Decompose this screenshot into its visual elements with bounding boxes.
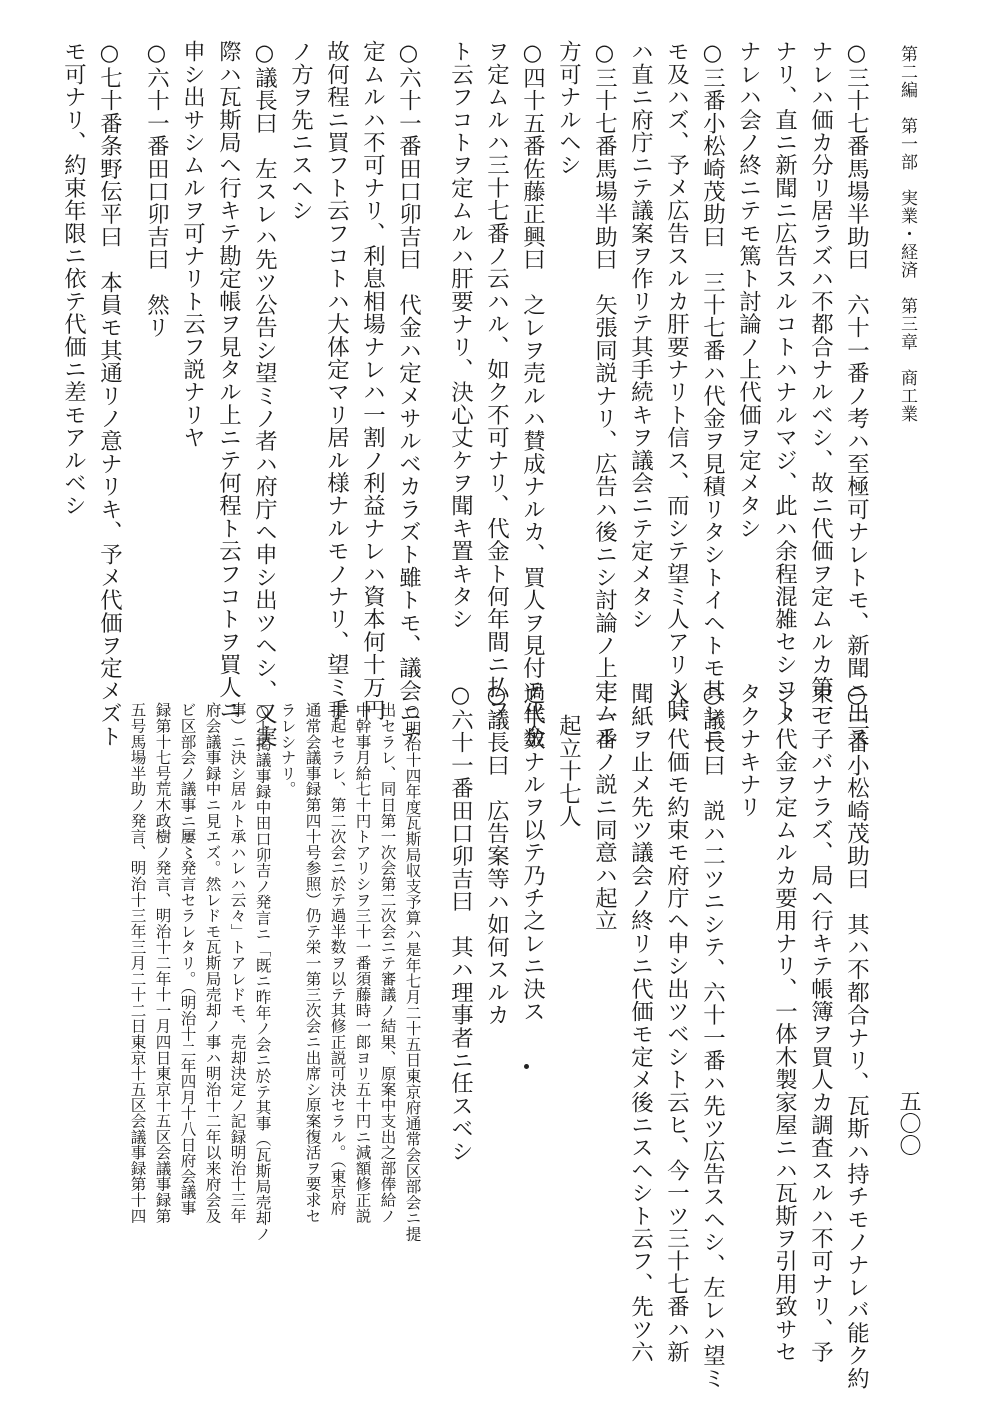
upper-col-11: ヲ定ムルハ三十七番ノ云ハル、如ク不可ナリ、代金ト何年間ニ払フ (483, 40, 510, 721)
upper-col-19: 申シ出サシムルヲ可ナリト云フ説ナリヤ (179, 40, 206, 449)
lower-col-1: ○三番小松崎茂助曰 其ハ不都合ナリ、瓦斯ハ持チモノナレバ能ク約 (843, 682, 870, 1390)
upper-col-22: モ可ナリ、約束年限ニ依テ代価ニ差モアルベシ (60, 40, 87, 517)
note-col-3: 中幹事月給七十円トアリシヲ三十一番須藤時一郎ヨリ五十円ニ減額修正説 (353, 702, 372, 1224)
note-col-6: ラレシナリ。 (278, 702, 297, 797)
upper-col-3: ナリ、直ニ新聞ニ広告スルコトハナルマジ、此ハ余程混雑セシコト (771, 40, 798, 721)
lower-col-9: 起立十七人 (555, 714, 582, 828)
upper-col-13: ○六十一番田口卯吉曰 代金ハ定メサルベカラズト雖トモ、議会ニテ (395, 40, 422, 748)
lower-col-5: ○議長曰 説ハ二ツニシテ、六十一番ハ先ツ広告スヘシ、左レハ望ミ (699, 682, 726, 1390)
note-col-1: ○明治十四年度瓦斯局収支予算ハ是年七月二十五日東京府通常会区部会ニ提 (403, 702, 422, 1242)
lower-col-4: タクナキナリ (735, 682, 762, 819)
upper-col-6: モ及ハズ、予メ広告スルカ肝要ナリト信ス、而シテ望ミ人アリシ時 (663, 40, 690, 721)
upper-col-14: 定ムルハ不可ナリ、利息相場ナレハ一割ノ利益ナレハ資本何十万円 (359, 40, 386, 721)
upper-col-10: ○四十五番佐藤正興曰 之レヲ売ルハ賛成ナルカ、買人ヲ見付テ代金 (519, 40, 546, 748)
ink-dot (524, 1064, 529, 1069)
upper-col-2: ナレハ価カ分リ居ラズハ不都合ナルベシ、故ニ代価ヲ定ムルカ第一 (807, 40, 834, 721)
note-col-11: 録第十七号荒木政樹ノ発言、明治十二年十一月四日東京十五区会議事録第 (153, 702, 172, 1224)
upper-col-7: ハ直ニ府庁ニテ議案ヲ作リテ其手続キヲ議会ニテ定メタシ (627, 40, 654, 631)
upper-col-12: ト云フコトヲ定ムルハ肝要ナリ、決心丈ケヲ聞キ置キタシ (447, 40, 474, 631)
upper-col-5: ○三番小松崎茂助曰 三十七番ハ代金ヲ見積リタシトイヘトモ其レニ (699, 40, 726, 748)
note-col-2: 出セラレ、同日第一次会第二次会ニテ審議ノ結果、原案中支出之部俸給ノ (378, 702, 397, 1224)
upper-col-20: ○六十一番田口卯吉曰 然リ (143, 40, 170, 339)
lower-col-6: 人ハ代価モ約束モ府庁ヘ申シ出ツベシト云ヒ、今一ツ三十七番ハ新 (663, 682, 690, 1363)
lower-col-12: ○六十一番田口卯吉曰 其ハ理事者ニ任スベシ (447, 682, 474, 1163)
note-col-7: ○上掲議事録中田口卯吉ノ発言ニ「既ニ昨年ノ会ニ於テ其事（瓦斯局売却ノ (253, 702, 272, 1242)
note-col-8: 事）ニ決シ居ルト承ハレハ云々」トアレドモ、売却決定ノ記録明治十三年 (228, 702, 247, 1224)
note-col-5: 通常会議事録第四十号参照）仍テ栄一第三次会ニ出席シ原案復活ヲ要求セ (303, 702, 322, 1224)
upper-col-8: ○三十七番馬場半助曰 矢張同説ナリ、広告ハ後ニシ討論ノ上定ムル (591, 40, 618, 748)
lower-col-7: 聞紙ヲ止メ先ツ議会ノ終リニ代価モ定メ後ニスヘシト云フ、先ツ六 (627, 682, 654, 1363)
lower-col-11: ○議長曰 広告案等ハ如何スルカ (483, 682, 510, 1027)
note-col-10: ビ区部会ノ議事ニ屢〻発言セラレタリ。（明治十二年四月十八日府会議事 (178, 702, 197, 1216)
page-number: 五〇〇 (896, 1090, 921, 1156)
upper-col-4: ナレハ会ノ終ニテモ篤ト討論ノ上代価ヲ定メタシ (735, 40, 762, 540)
upper-col-16: ノ方ヲ先ニスヘシ (287, 40, 314, 222)
note-col-4: 提起セラレ、第二次会ニ於テ過半数ヲ以テ其修正説可決セラル。（東京府 (328, 702, 347, 1216)
note-col-12: 五号馬場半助ノ発言、明治十三年三月二十二日東京十五区会議事録第十四 (128, 702, 147, 1224)
lower-col-10: 過半数ナルヲ以テ乃チ之レニ決ス (519, 682, 546, 1023)
upper-col-9: 方可ナルヘシ (555, 40, 582, 177)
lower-col-2: 束セ子バナラズ、局ヘ行キテ帳簿ヲ買人カ調査スルハ不可ナリ、予 (807, 682, 834, 1363)
lower-col-3: シメ代金ヲ定ムルカ要用ナリ、一体木製家屋ニハ瓦斯ヲ引用致サセ (771, 682, 798, 1363)
upper-col-18: 際ハ瓦斯局ヘ行キテ勘定帳ヲ見タル上ニテ何程ト云フコトヲ買人ニ (215, 40, 242, 721)
note-col-9: 府会議事録中ニ見エズ。然レドモ瓦斯局売却ノ事ハ明治十二年以来府会及 (203, 702, 222, 1224)
upper-col-15: 故何程ニ買フト云フコトハ大体定マリ居ル様ナルモノナリ、望ミ手 (323, 40, 350, 721)
upper-col-1: ○三十七番馬場半助曰 六十一番ノ考ハ至極可ナレトモ、新聞ニ出ス (843, 40, 870, 748)
upper-col-17: ○議長曰 左スレハ先ツ公告シ望ミノ者ハ府庁ヘ申シ出ツヘシ、又実 (251, 40, 278, 748)
lower-col-8: 十一番ノ説ニ同意ハ起立 (591, 682, 618, 932)
running-header: 第二編 第一部 実業・経済 第三章 商工業 (897, 45, 917, 423)
upper-col-21: ○七十番条野伝平曰 本員モ其通リノ意ナリキ、予メ代価ヲ定メズト (96, 40, 123, 748)
